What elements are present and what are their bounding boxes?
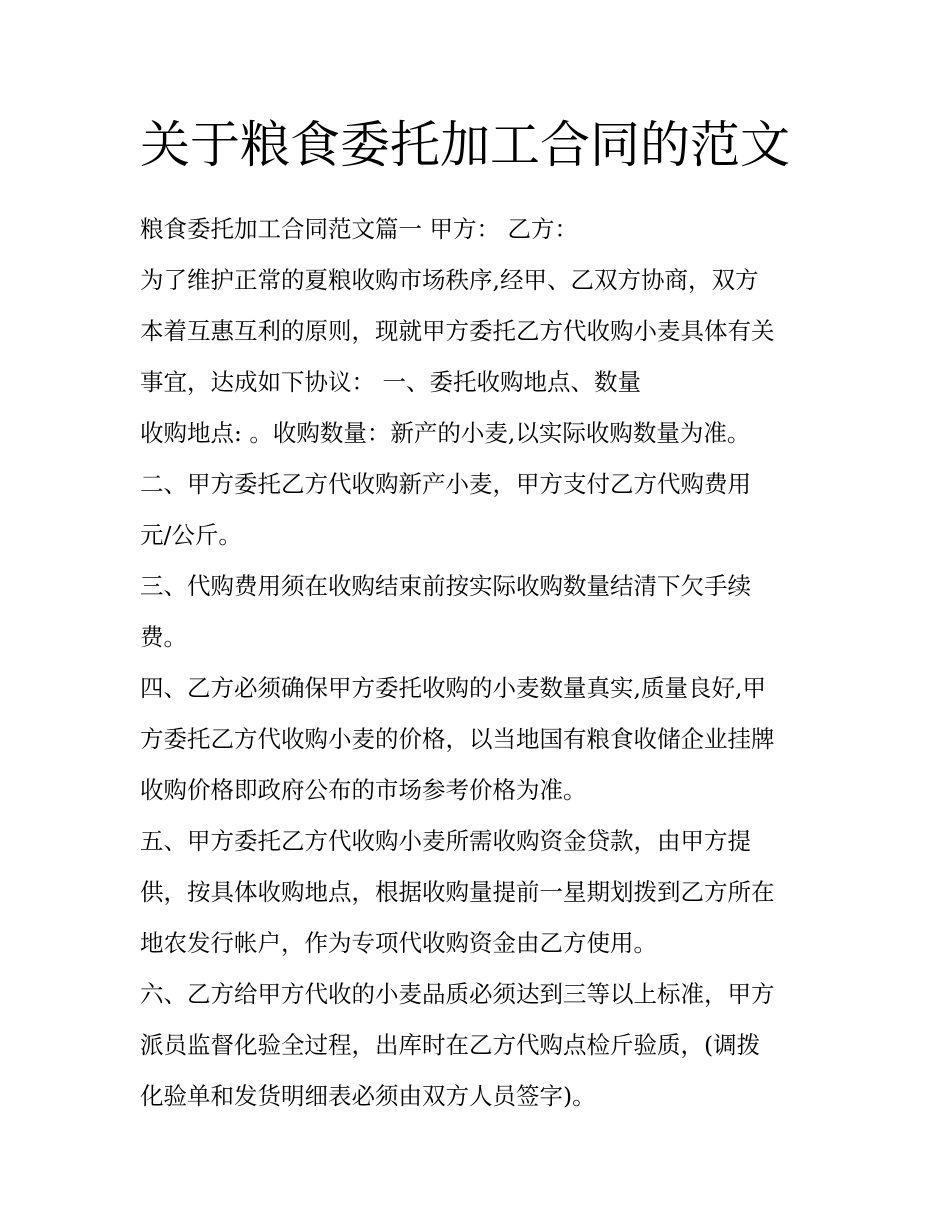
body-line: 元/公斤。 <box>140 521 242 549</box>
body-line: 事宜，达成如下协议： 一、委托收购地点、数量 <box>140 368 641 396</box>
body-line: 方委托乙方代收购小麦的价格，以当地国有粮食收储企业挂牌 <box>140 725 775 753</box>
body-line: 化验单和发货明细表必须由双方人员签字)。 <box>140 1082 596 1110</box>
body-line: 收购地点: 。收购数量：新产的小麦,以实际收购数量为准。 <box>140 419 751 447</box>
body-line: 六、乙方给甲方代收的小麦品质必须达到三等以上标准，甲方 <box>140 980 775 1008</box>
body-line: 派员监督化验全过程，出库时在乙方代购点检斤验质，(调拨 <box>140 1031 761 1059</box>
document-title: 关于粮食委托加工合同的范文 <box>140 116 790 174</box>
body-line: 为了维护正常的夏粮收购市场秩序,经甲、乙双方协商，双方 <box>140 266 759 294</box>
body-line: 收购价格即政府公布的市场参考价格为准。 <box>140 776 587 804</box>
body-line: 粮食委托加工合同范文篇一 甲方： 乙方： <box>140 215 578 243</box>
body-line: 本着互惠互利的原则，现就甲方委托乙方代收购小麦具体有关 <box>140 317 775 345</box>
document-body <box>140 204 820 1122</box>
body-line: 五、甲方委托乙方代收购小麦所需收购资金贷款，由甲方提 <box>140 827 751 855</box>
body-line: 供，按具体收购地点，根据收购量提前一星期划拨到乙方所在 <box>140 878 775 906</box>
body-line: 费。 <box>140 623 187 651</box>
body-line: 地农发行帐户，作为专项代收购资金由乙方使用。 <box>140 929 657 957</box>
body-line: 三、代购费用须在收购结束前按实际收购数量结清下欠手续 <box>140 572 751 600</box>
body-line: 二、甲方委托乙方代收购新产小麦，甲方支付乙方代购费用 <box>140 470 751 498</box>
body-line: 四、乙方必须确保甲方委托收购的小麦数量真实,质量良好,甲 <box>140 674 766 702</box>
